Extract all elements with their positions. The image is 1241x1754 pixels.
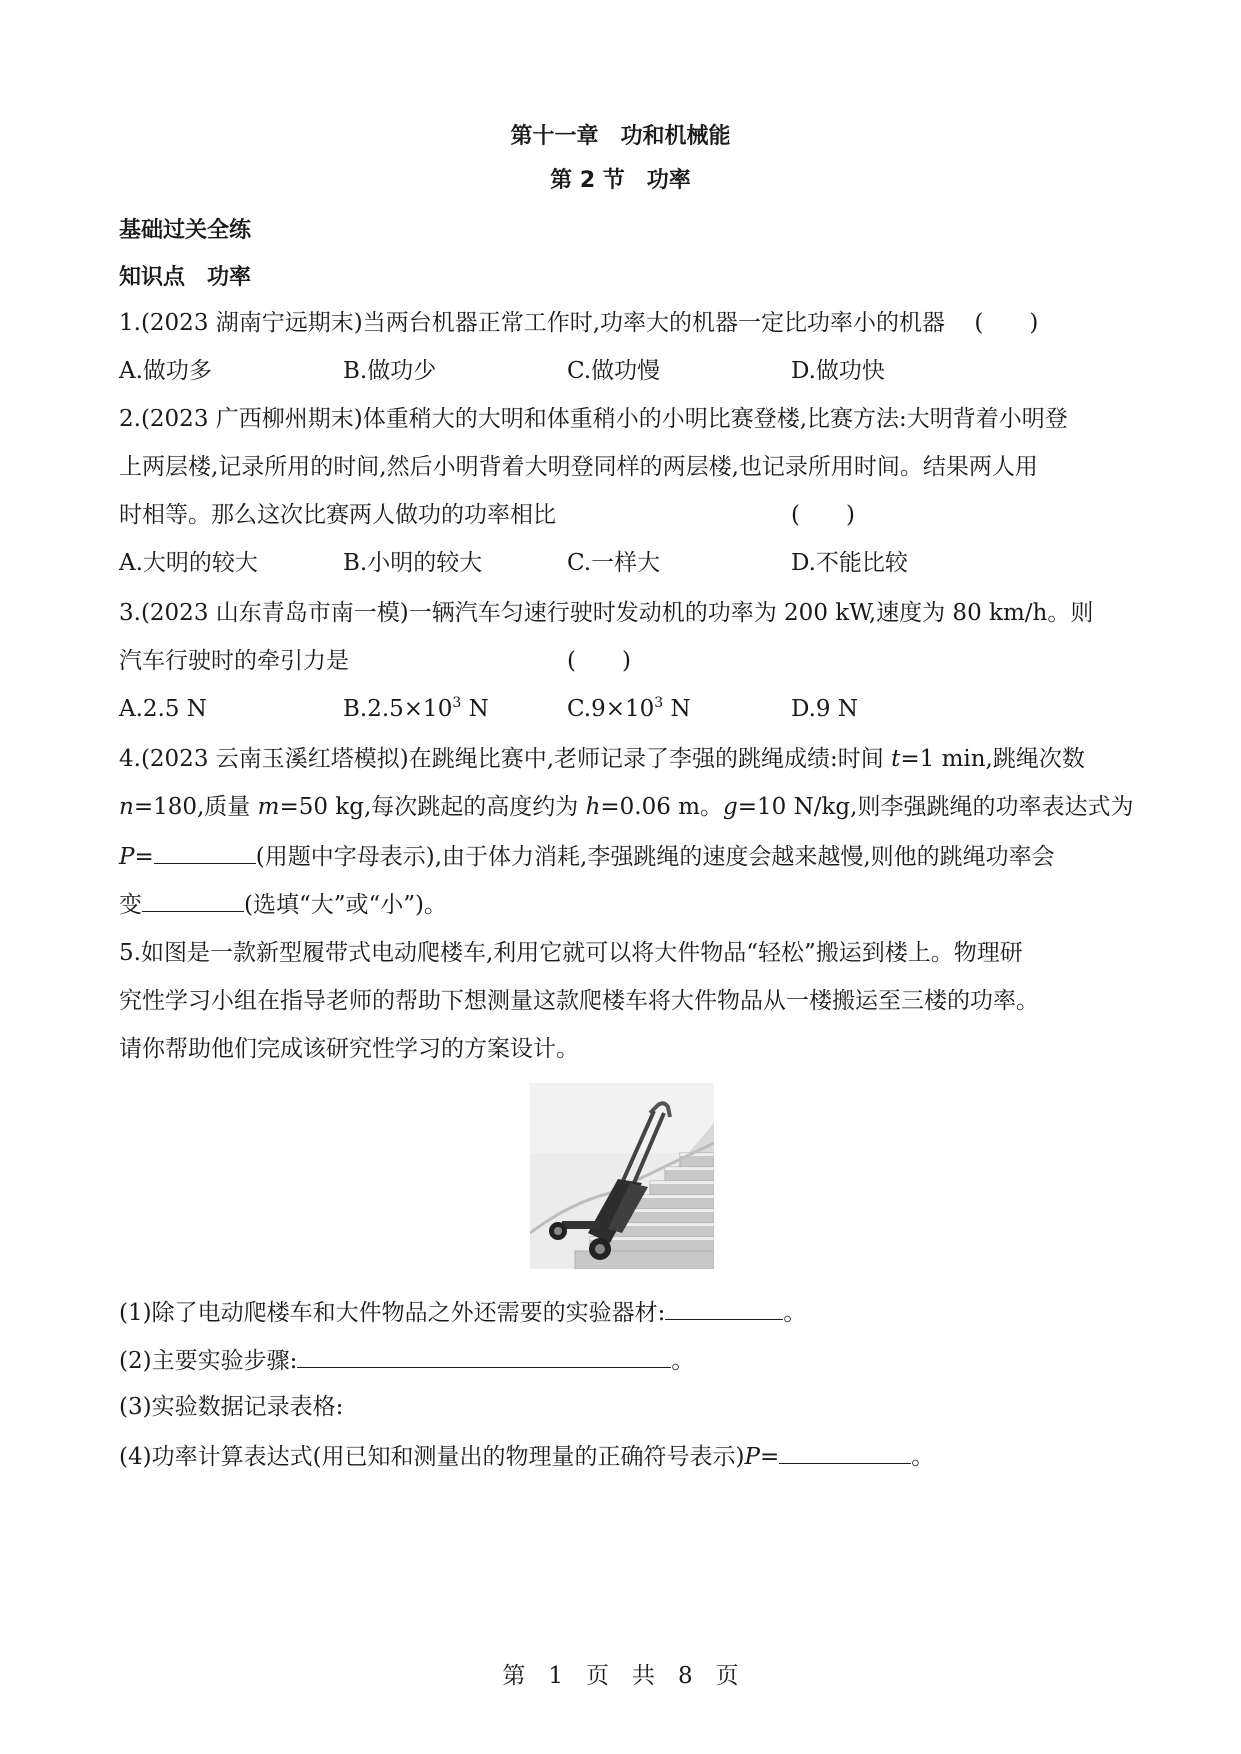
q2-option-c: C.一样大 [567,550,661,576]
q4-l1-text-b: =1 min,跳绳次数 [900,746,1085,772]
q3-answer-paren: ( ) [567,648,631,674]
q1-option-b: B.做功少 [343,358,437,384]
q4-l1-text-a: 4.(2023 云南玉溪红塔模拟)在跳绳比赛中,老师记录了李强的跳绳成绩:时间 [119,746,892,772]
q3-option-c-unit: N [663,696,691,722]
stair-climbing-cart-photo [530,1083,714,1269]
q5-sub-4-text: (4)功率计算表达式(用已知和测量出的物理量的正确符号表示) [119,1444,745,1470]
q3-option-b-base: B.2.5×10 [343,696,453,722]
q5-sub-1-text: (1)除了电动爬楼车和大件物品之外还需要的实验器材: [119,1300,666,1326]
topic-heading: 知识点 功率 [119,265,252,290]
q3-option-b-unit: N [461,696,489,722]
q5-blank-steps[interactable] [297,1343,671,1368]
q4-l4-text-b: (选填“大”或“小”)。 [244,892,447,918]
part-heading: 基础过关全练 [119,218,252,243]
q5-sub-4-period: 。 [911,1444,935,1470]
q5-sub-1 [119,1295,806,1329]
q5-line-2: 究性学习小组在指导老师的帮助下想测量这款爬楼车将大件物品从一楼搬运至三楼的功率。 [119,988,1039,1014]
q4-var-p: P [119,844,135,870]
q4-l3-text: (用题中字母表示),由于体力消耗,李强跳绳的速度会越来越慢,则他的跳绳功率会 [255,844,1055,870]
q2-line-2: 上两层楼,记录所用的时间,然后小明背着大明登同样的两层楼,也记录所用时间。结果两人用 [119,454,1038,480]
q4-l4-text-a: 变 [119,892,142,918]
q2-line-3-text: 时相等。那么这次比赛两人做功的功率相比 [119,502,556,528]
q5-sub-4-equals: = [760,1444,780,1470]
q4-line-3 [119,839,1055,873]
q4-var-n: n [119,794,134,820]
q2-option-d: D.不能比较 [791,550,908,576]
q3-option-d: D.9 N [791,696,859,722]
q5-sub-2-text: (2)主要实验步骤: [119,1348,298,1374]
q2-line-3 [119,499,556,531]
q4-l2-text-b: =50 kg,每次跳起的高度约为 [279,794,586,820]
q5-blank-power-expression[interactable] [779,1439,911,1464]
q4-var-t: t [891,746,901,772]
q3-option-c-base: C.9×10 [567,696,655,722]
q5-sub-2-period: 。 [671,1348,695,1374]
q4-l2-text-c: =0.06 m。 [600,794,724,820]
page-footer: 第 1 页 共 8 页 [502,1663,739,1689]
q5-blank-equipment[interactable] [665,1295,783,1320]
section-title: 第 2 节 功率 [550,168,691,193]
q4-line-2 [119,791,1133,823]
q2-option-b: B.小明的较大 [343,550,483,576]
q5-sub-2 [119,1343,694,1377]
q3-option-c-exponent: 3 [654,695,664,711]
q5-line-3: 请你帮助他们完成该研究性学习的方案设计。 [119,1036,579,1062]
q3-option-b [343,693,489,725]
q3-option-b-exponent: 3 [452,695,462,711]
q3-option-c [567,693,691,725]
q1-option-c: C.做功慢 [567,358,661,384]
q5-sub-3: (3)实验数据记录表格: [119,1394,344,1420]
q5-sub-4 [119,1439,934,1473]
q1-option-a: A.做功多 [119,358,212,384]
q4-l2-text-a: =180,质量 [133,794,258,820]
q1-option-d: D.做功快 [791,358,885,384]
q4-l3-equals: = [134,844,154,870]
q3-line-1: 3.(2023 山东青岛市南一模)一辆汽车匀速行驶时发动机的功率为 200 kW,速度为 80 km/h。则 [119,600,1094,626]
q4-l2-text-d: =10 N/kg,则李强跳绳的功率表达式为 [737,794,1134,820]
q3-option-a: A.2.5 N [119,696,207,722]
q3-line-2: 汽车行驶时的牵引力是 [119,648,349,674]
q2-answer-paren: ( ) [791,502,855,528]
q5-var-p: P [744,1444,761,1470]
q4-var-g: g [723,794,738,820]
q2-line-1: 2.(2023 广西柳州期末)体重稍大的大明和体重稍小的小明比赛登楼,比赛方法:大明背着小明登 [119,406,1068,432]
q4-var-h: h [585,794,601,820]
q4-blank-change[interactable] [142,887,244,912]
chapter-title: 第十一章 功和机械能 [510,124,731,149]
q4-line-4 [119,887,447,921]
q1-stem [119,307,1038,339]
q1-answer-paren: ( ) [974,310,1039,336]
q4-blank-power-expression[interactable] [154,839,256,864]
q2-option-a: A.大明的较大 [119,550,258,576]
stair-climber-illustration [530,1083,714,1269]
q5-sub-1-period: 。 [783,1300,807,1326]
q4-var-m: m [257,794,280,820]
q4-line-1 [119,743,1085,775]
q1-stem-text: 1.(2023 湖南宁远期末)当两台机器正常工作时,功率大的机器一定比功率小的机器 [119,310,946,336]
q5-line-1: 5.如图是一款新型履带式电动爬楼车,利用它就可以将大件物品“轻松”搬运到楼上。物理研 [119,940,1023,966]
